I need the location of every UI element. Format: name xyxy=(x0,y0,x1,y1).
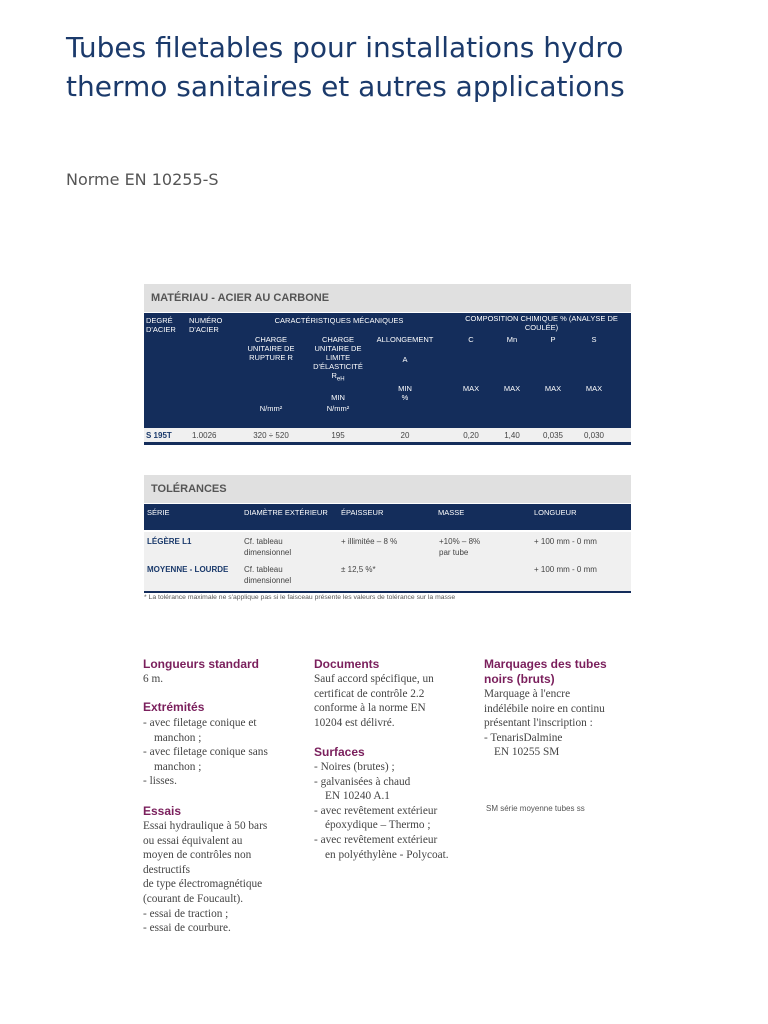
tol-row2-thick: ± 12,5 %* xyxy=(341,565,376,574)
surfaces-list xyxy=(314,760,479,862)
material-table-bottom-rule xyxy=(144,442,631,445)
limit-min-label: MIN xyxy=(331,393,345,402)
rupture-unit-label: N/mm² xyxy=(259,404,283,413)
markings-note: SM série moyenne tubes ss xyxy=(486,804,585,813)
surfaces-item-2-line2: EN 10240 A.1 xyxy=(325,790,390,803)
tests-line-2: ou essai équivalent au xyxy=(143,834,243,847)
page-subtitle: Norme EN 10255-S xyxy=(66,170,219,189)
col-limit-subscript: eH xyxy=(336,376,345,383)
surfaces-item-3-line2: époxydique – Thermo ; xyxy=(325,819,431,832)
tolerance-table-caption: TOLÉRANCES xyxy=(144,475,631,503)
markings-heading-line1: Marquages des tubes xyxy=(484,657,607,671)
tests-text xyxy=(143,819,303,936)
lengths-heading: Longueurs standard xyxy=(143,657,260,671)
cell-c: 0,20 xyxy=(463,431,479,440)
tests-line-1: Essai hydraulique à 50 bars xyxy=(143,820,268,832)
col-elong-header: ALLONGEMENT xyxy=(376,335,434,344)
tolerance-table-bottom-rule xyxy=(144,591,631,593)
tests-line-5: de type électromagnétique xyxy=(143,878,263,891)
col-mass-header: MASSE xyxy=(438,508,465,517)
surfaces-item-4-line1: - avec revêtement extérieur xyxy=(314,833,438,846)
tol-row2-length: + 100 mm - 0 mm xyxy=(534,565,597,574)
cell-p: 0,035 xyxy=(542,431,564,440)
documents-line-3: conforme à la norme EN xyxy=(314,702,426,715)
documents-heading: Documents xyxy=(314,657,380,671)
ends-item-2-line1: - avec filetage conique sans xyxy=(143,746,268,759)
tol-row2-series: MOYENNE - LOURDE xyxy=(147,565,229,574)
cell-elong: 20 xyxy=(400,431,410,440)
lengths-text: 6 m. xyxy=(143,673,164,685)
ends-heading: Extrémités xyxy=(143,700,205,714)
tol-row1-mass-line1: +10% – 8% xyxy=(439,537,481,546)
p-max-label: MAX xyxy=(544,384,562,393)
col-rupture-header: CHARGE UNITAIRE DE RUPTURE R xyxy=(247,335,295,362)
cell-mn: 1,40 xyxy=(504,431,520,440)
tol-row1-series: LÉGÈRE L1 xyxy=(147,537,192,546)
cell-limit: 195 xyxy=(331,431,345,440)
tolerance-table-body xyxy=(144,532,631,591)
material-table-header xyxy=(144,313,631,428)
col-diam-header: DIAMÈTRE EXTÉRIEUR xyxy=(244,508,328,517)
documents-line-4: 10204 est délivré. xyxy=(314,716,395,729)
col-limit-header xyxy=(309,335,367,385)
ends-item-3: - lisses. xyxy=(143,775,177,788)
c-max-label: MAX xyxy=(462,384,480,393)
tol-row1-length: + 100 mm - 0 mm xyxy=(534,537,597,546)
cell-rupture: 320 ÷ 520 xyxy=(253,431,289,440)
tolerance-table-header xyxy=(144,504,631,530)
tests-item-1: - essai de traction ; xyxy=(143,907,229,920)
markings-heading-line2: noirs (bruts) xyxy=(484,672,555,686)
tests-heading: Essais xyxy=(143,804,182,818)
documents-text xyxy=(314,672,474,730)
col-thick-header: ÉPAISSEUR xyxy=(341,508,384,517)
col-number-header: NUMÉRO D'ACIER xyxy=(189,316,223,334)
chem-group-header: COMPOSITION CHIMIQUE % (ANALYSE DE COULÉE) xyxy=(465,314,618,332)
col-grade-header: DEGRÉ D'ACIER xyxy=(146,316,176,334)
markings-line-4: - TenarisDalmine xyxy=(484,731,563,744)
tests-line-4: destructifs xyxy=(143,863,191,876)
tol-row1-thick: + illimitée – 8 % xyxy=(341,537,398,546)
markings-code: EN 10255 SM xyxy=(494,746,560,759)
cell-number: 1.0026 xyxy=(192,431,217,440)
col-c-header: C xyxy=(468,335,474,344)
tol-row2-diam-line2: dimensionnel xyxy=(244,576,292,585)
ends-list xyxy=(143,716,303,789)
page-title: Tubes filetables pour installations hydro thermo sanitaires et autres applications xyxy=(66,31,625,103)
ends-item-1-line2: manchon ; xyxy=(154,731,202,744)
mn-max-label: MAX xyxy=(503,384,521,393)
s-max-label: MAX xyxy=(585,384,603,393)
tol-row1-diam-line2: dimensionnel xyxy=(244,548,292,557)
elong-min-label: MIN xyxy=(398,384,412,393)
documents-line-2: certificat de contrôle 2.2 xyxy=(314,687,425,700)
limit-unit-label: N/mm² xyxy=(326,404,350,413)
cell-grade: S 195T xyxy=(146,431,172,440)
mech-group-header: CARACTÉRISTIQUES MÉCANIQUES xyxy=(274,316,404,325)
col-limit-symbol: R xyxy=(331,371,337,380)
elong-unit-label: % xyxy=(401,393,409,402)
tolerance-footnote: * La tolérance maximale ne s'applique pas si le faisceau présente les valeurs de tolérance sur la masse xyxy=(144,594,456,601)
col-limit-label: CHARGE UNITAIRE DE LIMITE D'ÉLASTICITÉ xyxy=(313,335,363,371)
surfaces-item-1: - Noires (brutes) ; xyxy=(314,761,395,773)
tests-item-2: - essai de courbure. xyxy=(143,922,231,935)
cell-s: 0,030 xyxy=(583,431,605,440)
markings-line-2: indélébile noire en continu xyxy=(484,702,605,715)
col-s-header: S xyxy=(591,335,597,344)
tol-row1-diam-line1: Cf. tableau xyxy=(244,537,283,546)
documents-line-1: Sauf accord spécifique, un xyxy=(314,673,434,685)
tests-line-6: (courant de Foucault). xyxy=(143,892,244,905)
col-series-header: SÉRIE xyxy=(147,508,170,517)
markings-text xyxy=(484,687,644,760)
surfaces-item-4-line2: en polyéthylène - Polycoat. xyxy=(325,848,449,861)
col-length-header: LONGUEUR xyxy=(534,508,577,517)
material-table-row xyxy=(144,428,631,442)
surfaces-item-2-line1: - galvanisées à chaud xyxy=(314,775,411,788)
col-elong-symbol: A xyxy=(402,355,408,364)
surfaces-item-3-line1: - avec revêtement extérieur xyxy=(314,804,438,817)
col-mn-header: Mn xyxy=(506,335,518,344)
ends-item-2-line2: manchon ; xyxy=(154,760,202,773)
tests-line-3: moyen de contrôles non xyxy=(143,849,252,862)
col-p-header: P xyxy=(550,335,556,344)
markings-line-1: Marquage à l'encre xyxy=(484,688,571,700)
tol-row2-diam-line1: Cf. tableau xyxy=(244,565,283,574)
markings-line-3: présentant l'inscription : xyxy=(484,717,593,730)
tol-row1-mass-line2: par tube xyxy=(439,548,469,557)
surfaces-heading: Surfaces xyxy=(314,745,365,759)
ends-item-1-line1: - avec filetage conique et xyxy=(143,717,257,729)
material-table-caption: MATÉRIAU - ACIER AU CARBONE xyxy=(144,284,631,312)
